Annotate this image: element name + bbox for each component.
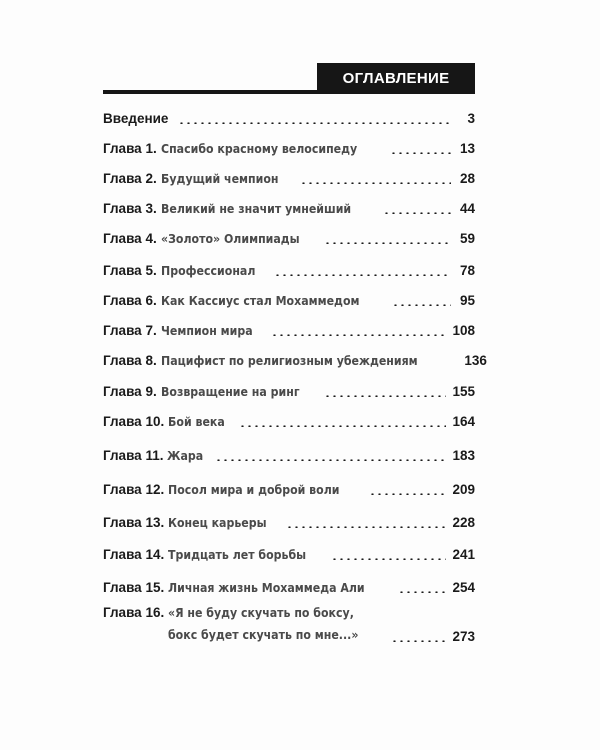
toc-chapter-label: Глава 7. xyxy=(103,323,157,338)
dot-leader xyxy=(324,395,446,397)
toc-page-number: 241 xyxy=(452,547,475,562)
heading-rule xyxy=(103,90,475,94)
dot-leader xyxy=(392,304,451,306)
toc-entry-chapter-6[interactable] xyxy=(103,288,475,310)
toc-page-number: 273 xyxy=(452,629,475,644)
toc-entry-chapter-11[interactable] xyxy=(103,443,475,465)
dot-leader xyxy=(390,152,451,154)
toc-chapter-label: Глава 15. xyxy=(103,580,165,595)
toc-header xyxy=(103,63,475,94)
toc-chapter-label: Глава 5. xyxy=(103,263,157,278)
toc-chapter-label: Глава 11. xyxy=(103,448,164,463)
toc-chapter-title: Будущий чемпион xyxy=(160,171,279,186)
toc-entry-chapter-12[interactable] xyxy=(103,477,475,499)
toc-page-number: 59 xyxy=(459,231,475,246)
toc-chapter-label: Глава 13. xyxy=(103,515,165,530)
toc-title-line-1: «Я не буду скучать по боксу, xyxy=(168,605,355,620)
toc-chapter-label: Введение xyxy=(103,111,169,126)
toc-entry-intro[interactable] xyxy=(103,106,475,128)
dot-leader xyxy=(369,493,446,495)
toc-chapter-label: Глава 1. xyxy=(103,141,157,156)
toc-entry-chapter-4[interactable] xyxy=(103,226,475,248)
toc-chapter-title: Как Кассиус стал Мохаммедом xyxy=(160,293,360,308)
toc-chapter-title: «Золото» Олимпиады xyxy=(160,231,300,246)
toc-chapter-title: Профессионал xyxy=(160,263,256,278)
toc-page-number: 13 xyxy=(459,141,475,156)
toc-entry-chapter-5[interactable] xyxy=(103,258,475,280)
toc-chapter-title: Пацифист по религиозным убеждениям xyxy=(160,353,418,368)
toc-page-number: 28 xyxy=(459,171,475,186)
toc-entry-chapter-10[interactable] xyxy=(103,409,475,431)
toc-chapter-title: Тридцать лет борьбы xyxy=(168,547,307,562)
toc-page-number: 44 xyxy=(459,201,475,216)
toc-entry-chapter-8[interactable] xyxy=(103,348,487,370)
toc-page-number: 155 xyxy=(452,384,475,399)
toc-heading: ОГЛАВЛЕНИЕ xyxy=(317,63,475,94)
toc-entry-chapter-15[interactable] xyxy=(103,575,475,597)
toc-page-number: 108 xyxy=(452,323,475,338)
dot-leader xyxy=(391,640,447,642)
toc-page-number: 228 xyxy=(452,515,475,530)
toc-chapter-label: Глава 3. xyxy=(103,201,157,216)
toc-chapter-title: Жара xyxy=(167,448,204,463)
toc-chapter-label: Глава 8. xyxy=(103,353,157,368)
toc-chapter-title: Конец карьеры xyxy=(168,515,267,530)
toc-page-number: 183 xyxy=(452,448,475,463)
toc-entry-left xyxy=(103,602,385,646)
toc-page-number: 78 xyxy=(459,263,475,278)
toc-chapter-label: Глава 9. xyxy=(103,384,157,399)
dot-leader xyxy=(271,334,447,336)
dot-leader xyxy=(331,558,446,560)
toc-chapter-label: Глава 12. xyxy=(103,482,165,497)
toc-chapter-label: Глава 10. xyxy=(103,414,165,429)
toc-chapter-label: Глава 16. xyxy=(103,605,165,620)
dot-leader xyxy=(383,212,451,214)
dot-leader xyxy=(178,122,451,124)
toc-entry-chapter-3[interactable] xyxy=(103,196,475,218)
toc-chapter-label: Глава 14. xyxy=(103,547,165,562)
toc-chapter-title xyxy=(168,602,384,646)
toc-chapter-title: Возвращение на ринг xyxy=(160,384,300,399)
toc-title-line-2: бокс будет скучать по мне...» xyxy=(168,627,359,642)
toc-chapter-label: Глава 2. xyxy=(103,171,157,186)
toc-entry-chapter-2[interactable] xyxy=(103,166,475,188)
dot-leader xyxy=(300,182,451,184)
toc-chapter-title: Чемпион мира xyxy=(160,323,253,338)
toc-chapter-title: Спасибо красному велосипеду xyxy=(160,141,357,156)
toc-entry-chapter-13[interactable] xyxy=(103,510,475,532)
dot-leader xyxy=(215,459,447,461)
toc-entry-chapter-16[interactable] xyxy=(103,602,475,646)
toc-chapter-label: Глава 4. xyxy=(103,231,157,246)
toc-page-number: 3 xyxy=(467,111,475,126)
dot-leader xyxy=(286,526,446,528)
toc-page-number: 164 xyxy=(452,414,475,429)
dot-leader xyxy=(274,274,451,276)
toc-page-number: 209 xyxy=(452,482,475,497)
toc-page-number: 136 xyxy=(464,353,487,368)
dot-leader xyxy=(324,242,451,244)
toc-page-number: 254 xyxy=(452,580,475,595)
dot-leader xyxy=(398,591,447,593)
dot-leader xyxy=(239,425,447,427)
toc-chapter-title: Личная жизнь Мохаммеда Али xyxy=(168,580,365,595)
toc-chapter-title: Посол мира и доброй воли xyxy=(168,482,340,497)
toc-chapter-label: Глава 6. xyxy=(103,293,157,308)
toc-entry-chapter-14[interactable] xyxy=(103,542,475,564)
toc-entry-chapter-9[interactable] xyxy=(103,379,475,401)
toc-chapter-title: Бой века xyxy=(168,414,226,429)
toc-entry-chapter-7[interactable] xyxy=(103,318,475,340)
toc-entry-chapter-1[interactable] xyxy=(103,136,475,158)
toc-page-number: 95 xyxy=(459,293,475,308)
toc-chapter-title: Великий не значит умнейший xyxy=(160,201,351,216)
